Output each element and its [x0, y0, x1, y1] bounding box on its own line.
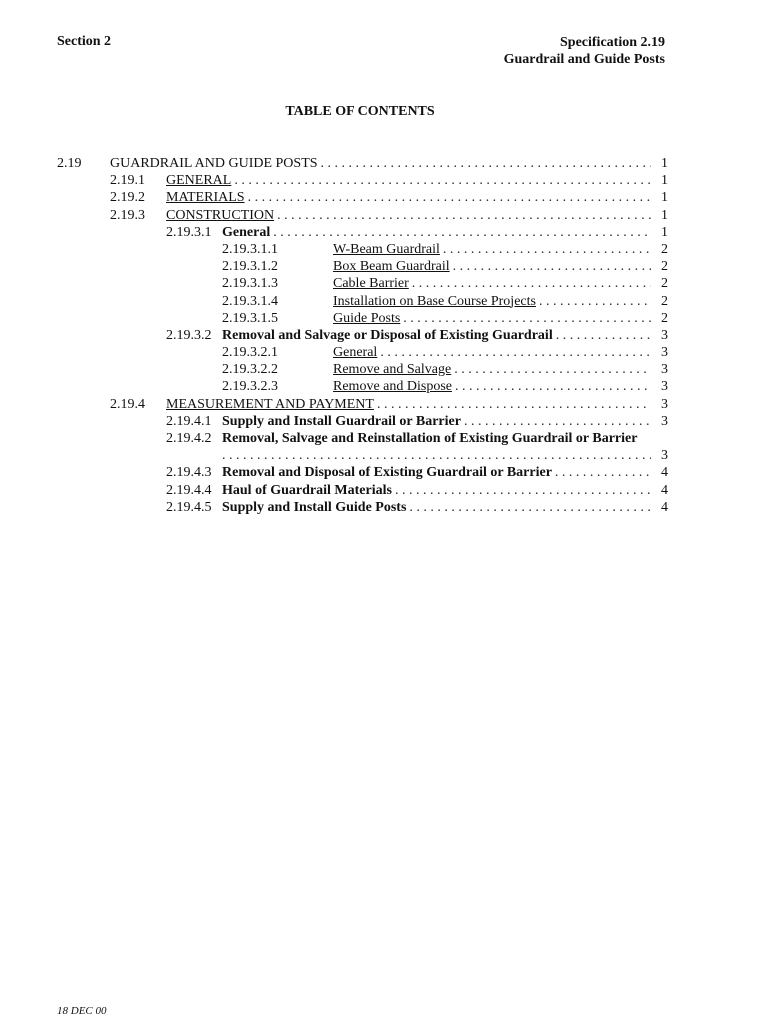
toc-leader	[277, 207, 651, 224]
toc-number: 2.19.1	[110, 173, 145, 189]
toc-row[interactable]	[57, 396, 668, 413]
toc-page-number: 1	[651, 207, 668, 224]
toc-leader	[455, 378, 651, 395]
toc-row[interactable]	[57, 413, 668, 430]
toc-page-number: 4	[651, 499, 668, 516]
toc-title-text[interactable]: General	[333, 345, 378, 361]
toc-row[interactable]	[57, 207, 668, 224]
toc-row[interactable]	[57, 344, 668, 361]
toc-leader	[222, 447, 651, 464]
toc-page-number: 3	[651, 413, 668, 430]
toc-title-text[interactable]: Supply and Install Guardrail or Barrier	[222, 413, 461, 429]
toc-row[interactable]	[57, 155, 668, 172]
toc-number: 2.19.3.2.1	[222, 345, 278, 361]
toc-leader	[443, 241, 651, 258]
toc-row[interactable]	[57, 499, 668, 516]
toc-page-number: 4	[651, 482, 668, 499]
toc-leader	[453, 258, 651, 275]
toc-leader	[234, 172, 651, 189]
toc-leader	[464, 413, 651, 430]
toc-page-number: 3	[651, 396, 668, 413]
toc-title-text[interactable]: Removal and Salvage or Disposal of Existing Guardrail	[222, 327, 553, 343]
toc-page-number: 2	[651, 275, 668, 292]
toc-number: 2.19.3	[110, 207, 145, 223]
toc-title-text[interactable]: GUARDRAIL AND GUIDE POSTS	[110, 156, 318, 171]
toc-title-text[interactable]: Remove and Dispose	[333, 379, 452, 395]
toc-title-text[interactable]: W-Beam Guardrail	[333, 241, 440, 257]
toc-number: 2.19.4.5	[166, 499, 212, 515]
toc-row[interactable]	[57, 378, 668, 395]
toc-row[interactable]	[57, 241, 668, 258]
toc-number: 2.19.4.3	[166, 465, 212, 481]
toc-row[interactable]	[57, 189, 668, 206]
toc-page-number: 1	[651, 189, 668, 206]
toc-title-text[interactable]: Box Beam Guardrail	[333, 259, 450, 275]
toc-title-text[interactable]: Cable Barrier	[333, 276, 409, 292]
toc-row[interactable]	[57, 275, 668, 292]
toc-row[interactable]	[57, 293, 668, 310]
toc-title-text[interactable]: Removal, Salvage and Reinstallation of Existing Guardrail or Barrier	[222, 431, 638, 446]
toc-row[interactable]	[57, 482, 668, 499]
toc-row[interactable]	[57, 327, 668, 344]
toc-row[interactable]	[57, 258, 668, 275]
section-label: Section 2	[57, 34, 112, 49]
toc-leader	[409, 499, 651, 516]
toc-number: 2.19.3.2.3	[222, 379, 278, 395]
toc-page-number: 1	[651, 155, 668, 172]
toc-number: 2.19.4	[110, 396, 145, 412]
toc-leader	[454, 361, 651, 378]
toc-number: 2.19.4.4	[166, 482, 212, 498]
toc-number: 2.19.3.1	[166, 224, 212, 240]
toc-leader	[555, 464, 651, 481]
toc-row[interactable]	[57, 430, 668, 447]
toc-title: TABLE OF CONTENTS	[285, 104, 435, 119]
toc-title-text[interactable]: General	[222, 224, 271, 240]
toc-number: 2.19.2	[110, 190, 145, 206]
toc-leader	[380, 344, 651, 361]
toc-title-text[interactable]: GENERAL	[166, 173, 232, 189]
toc-leader	[403, 310, 651, 327]
toc-number: 2.19.3.2	[166, 327, 212, 343]
toc-page-number: 3	[651, 378, 668, 395]
toc-leader	[321, 155, 651, 172]
toc-row[interactable]	[57, 224, 668, 241]
toc-number: 2.19	[57, 156, 82, 171]
toc-row[interactable]	[57, 464, 668, 481]
toc-title-text[interactable]: Installation on Base Course Projects	[333, 293, 536, 309]
toc-page-number: 1	[651, 172, 668, 189]
toc-page-number: 4	[651, 464, 668, 481]
toc-number: 2.19.4.2	[166, 431, 212, 446]
toc-page-number: 2	[651, 258, 668, 275]
toc-page-number: 2	[651, 310, 668, 327]
toc-title-text[interactable]: Remove and Salvage	[333, 362, 452, 378]
footer-date: 18 DEC 00	[57, 1005, 107, 1017]
toc-page-number: 3	[651, 344, 668, 361]
toc-title-text[interactable]: Supply and Install Guide Posts	[222, 499, 407, 515]
toc-title-text[interactable]: Removal and Disposal of Existing Guardrail or Barrier	[222, 465, 552, 481]
toc-title-text[interactable]: Haul of Guardrail Materials	[222, 482, 392, 498]
spec-title: Guardrail and Guide Posts	[503, 52, 665, 67]
toc-row[interactable]	[57, 361, 668, 378]
toc-page-number: 2	[651, 241, 668, 258]
toc-title-text[interactable]: Guide Posts	[333, 310, 401, 326]
toc-number: 2.19.3.1.1	[222, 241, 278, 257]
toc-title-text[interactable]: CONSTRUCTION	[166, 207, 275, 223]
toc-leader	[273, 224, 651, 241]
toc-page-number: 3	[651, 361, 668, 378]
toc-title-text[interactable]: MATERIALS	[166, 190, 245, 206]
toc-number: 2.19.3.1.4	[222, 293, 278, 309]
toc-page-number: 1	[651, 224, 668, 241]
toc-row[interactable]	[57, 310, 668, 327]
spec-header	[504, 34, 665, 68]
toc-number: 2.19.3.1.5	[222, 310, 278, 326]
toc-number: 2.19.3.1.3	[222, 276, 278, 292]
toc-leader	[395, 482, 651, 499]
toc-row[interactable]	[57, 172, 668, 189]
toc-number: 2.19.3.2.2	[222, 362, 278, 378]
toc-title-text[interactable]: MEASUREMENT AND PAYMENT	[166, 396, 374, 412]
table-of-contents	[57, 155, 668, 516]
spec-number: Specification 2.19	[560, 35, 665, 50]
toc-number: 2.19.4.1	[166, 413, 212, 429]
toc-leader	[556, 327, 651, 344]
toc-number: 2.19.3.1.2	[222, 259, 278, 275]
toc-page-number: 2	[651, 293, 668, 310]
toc-leader	[539, 293, 651, 310]
toc-leader	[248, 189, 651, 206]
toc-page-number: 3	[651, 447, 668, 464]
toc-leader	[412, 275, 651, 292]
toc-page-number: 3	[651, 327, 668, 344]
toc-leader	[377, 396, 651, 413]
toc-row-continuation	[57, 447, 668, 464]
